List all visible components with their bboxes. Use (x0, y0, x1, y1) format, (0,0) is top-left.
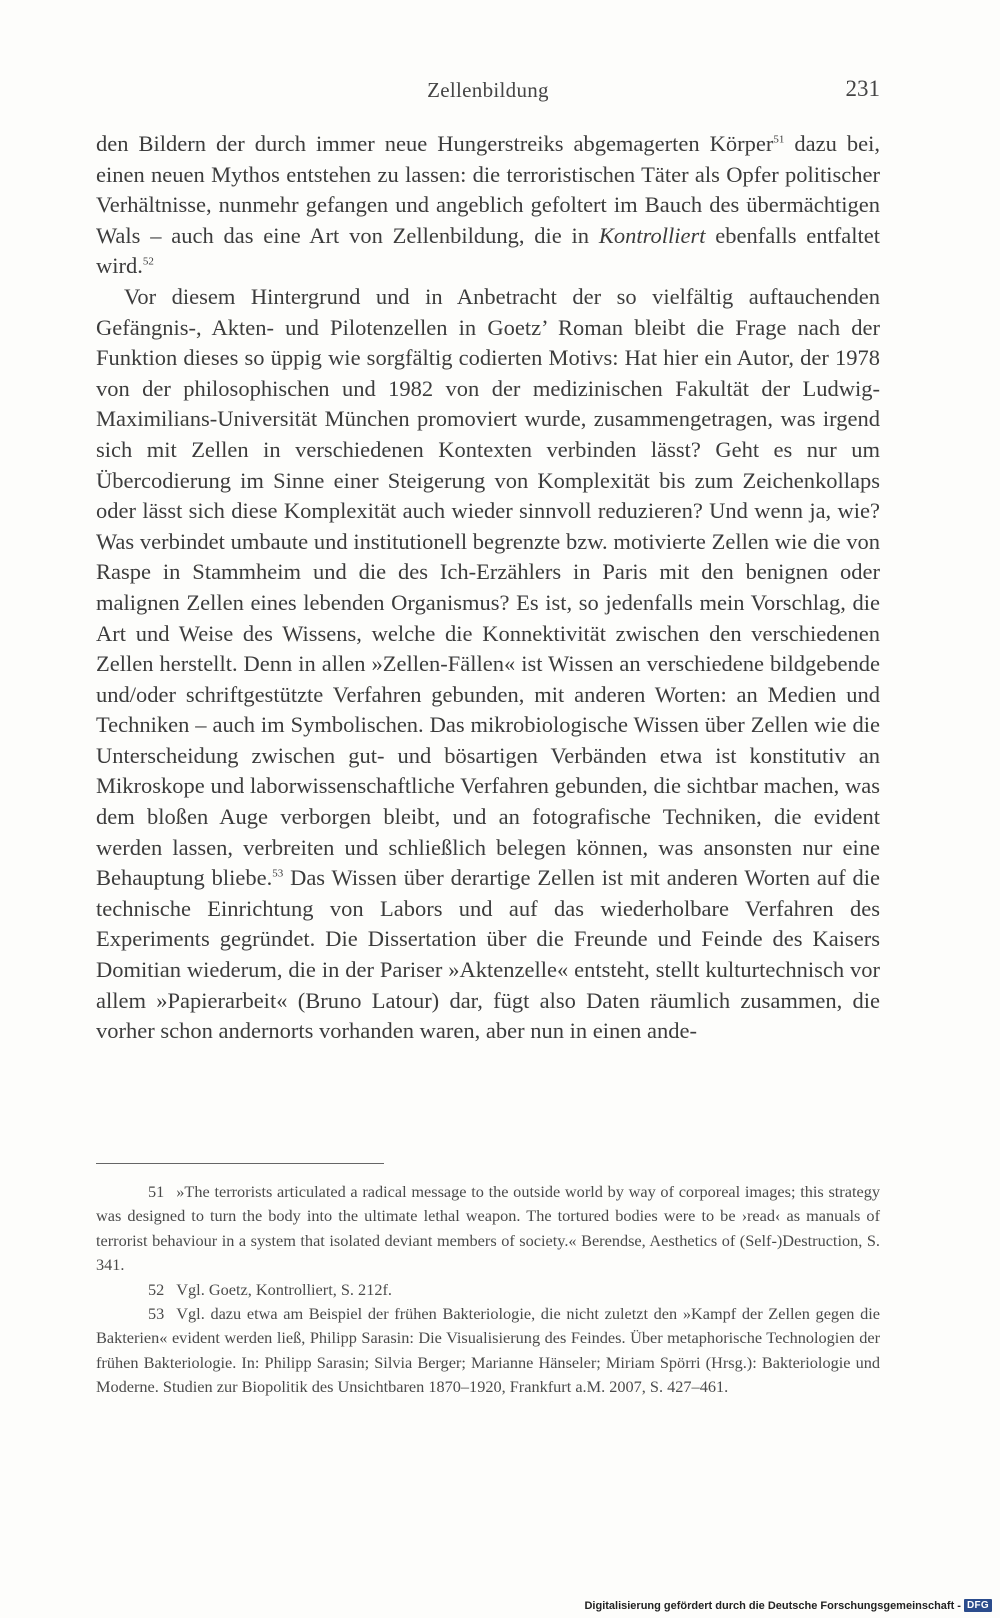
running-title: Zellenbildung (427, 78, 549, 102)
paragraph-text: ebenfalls entfaltet wird. (96, 222, 880, 279)
footnote-number: 51 (148, 1182, 165, 1201)
footnote-52 (96, 1278, 880, 1302)
paragraph-1 (96, 129, 880, 282)
footnote-ref-53[interactable]: 53 (272, 867, 284, 880)
footnote-number: 52 (148, 1279, 165, 1299)
paragraph-text: Vor diesem Hintergrund und in Anbetracht der so vielfältig auftauchenden Gefängnis-, Akten- und Pilotenzellen in Goetz’ Roman bleibt die Frage nach der Funktion dieses so üppig wie sorgfältig codierten Motivs: Hat hier ein Autor, der 1978 von der philosophischen und 1982 von der medizinischen Fakultät der Ludwig-Maximilians-Universität München promoviert wurde, zusammengetragen, was irgend sich mit Zellen in verschiedenen Kontexten verbinden lässt? Geht es nur um Übercodierung im Sinne einer Steigerung von Komplexität bis zum Zeichenkollaps oder lässt sich diese Komplexität auch wieder sinnvoll reduzieren? Und wenn ja, wie? Was verbindet umbaute und institutionell begrenzte bzw. motivierte Zellen wie die von Raspe in Stammheim und die des Ich-Erzählers in Paris mit den benignen oder malignen Zellen eines lebenden Organismus? Es ist, so jedenfalls mein Vorschlag, die Art und Weise des Wissens, welche die Konnektivität zwischen den verschiedenen Zellen herstellt. Denn in allen »Zellen-Fällen« ist Wissen an verschiedene bildgebende und/oder schriftgestützte Verfahren gebunden, mit anderen Worten: an Medien und Techniken – auch im Symbolischen. Das mikrobiologische Wissen über Zellen wie die Unterscheidung zwischen gut- und bösartigen Verbänden etwa ist konstitutiv an Mikroskope und laborwissenschaftliche Verfahren gebunden, die sichtbar machen, was dem bloßen Auge verborgen bleibt, und an fotografische Techniken, die evident werden lassen, verbreiten und schließlich belegen können, was ansonsten nur eine Behauptung bliebe. (96, 283, 880, 891)
footnote-ref-51[interactable]: 51 (773, 133, 785, 146)
footnote-53 (96, 1302, 880, 1400)
paragraph-2 (96, 282, 880, 1047)
paragraph-text: dazu bei, einen neuen Mythos entstehen zu lassen: die terroristischen Täter als Opfer politischer Verhältnisse, nunmehr gefangen und angeblich gefoltert im Bauch des übermächtigen Wals – auch das eine Art von Zellenbildung, die in (96, 131, 880, 248)
footnote-ref-52[interactable]: 52 (142, 255, 154, 268)
footnote-text: Vgl. dazu etwa am Beispiel der frühen Bakteriologie, die nicht zuletzt den »Kampf der Zellen gegen die Bakterien« evident werden ließ, Philipp Sarasin: Die Visualisierung des Feindes. Über metaphorische Technologien der frühen Bakteriologie. In: Philipp Sarasin; Silvia Berger; Marianne Hänseler; Miriam Spörri (Hrsg.): Bakteriologie und Moderne. Studien zur Biopolitik des Unsichtbaren 1870–1920, Frankfurt a.M. 2007, S. 427–461. (96, 1304, 880, 1397)
credit-text: Digitalisierung gefördert durch die Deutsche Forschungsgemeinschaft - (584, 1599, 961, 1612)
paragraph-text: Das Wissen über derartige Zellen ist mit anderen Worten auf die technische Einrichtung von Labors und auf das wiederholbare Verfahren des Experiments gegründet. Die Dissertation über die Freunde und Feinde des Kaisers Domitian wiederum, die in der Pariser »Aktenzelle« entsteht, stellt kulturtechnisch vor allem »Papierarbeit« (Bruno Latour) dar, fügt also Daten räumlich zusammen, die vorher schon andernorts vorhanden waren, aber nun in einen ande- (96, 865, 880, 1044)
dfg-logo-icon: DFG (964, 1599, 992, 1612)
footnote-text: Vgl. Goetz, Kontrolliert, S. 212f. (176, 1279, 392, 1299)
footnote-51 (96, 1180, 880, 1278)
footnote-text: »The terrorists articulated a radical message to the outside world by way of corporeal images; this strategy was designed to turn the body into the ultimate lethal weapon. The tortured bodies were to be ›read‹ as manuals of terrorist behaviour in a system that isolated deviant members of society.« Berendse, Aesthetics of (Self-)Destruction, S. 341. (96, 1182, 880, 1275)
page-header (96, 78, 880, 108)
body-text (96, 129, 880, 1047)
page-number: 231 (845, 76, 880, 101)
digitization-credit (584, 1599, 992, 1612)
footnote-number: 53 (148, 1304, 165, 1324)
footnotes (96, 1180, 880, 1400)
book-title: Kontrolliert (598, 222, 706, 248)
paragraph-text: den Bildern der durch immer neue Hungerstreiks abgemagerten Körper (96, 131, 774, 156)
footnote-divider (96, 1163, 384, 1164)
